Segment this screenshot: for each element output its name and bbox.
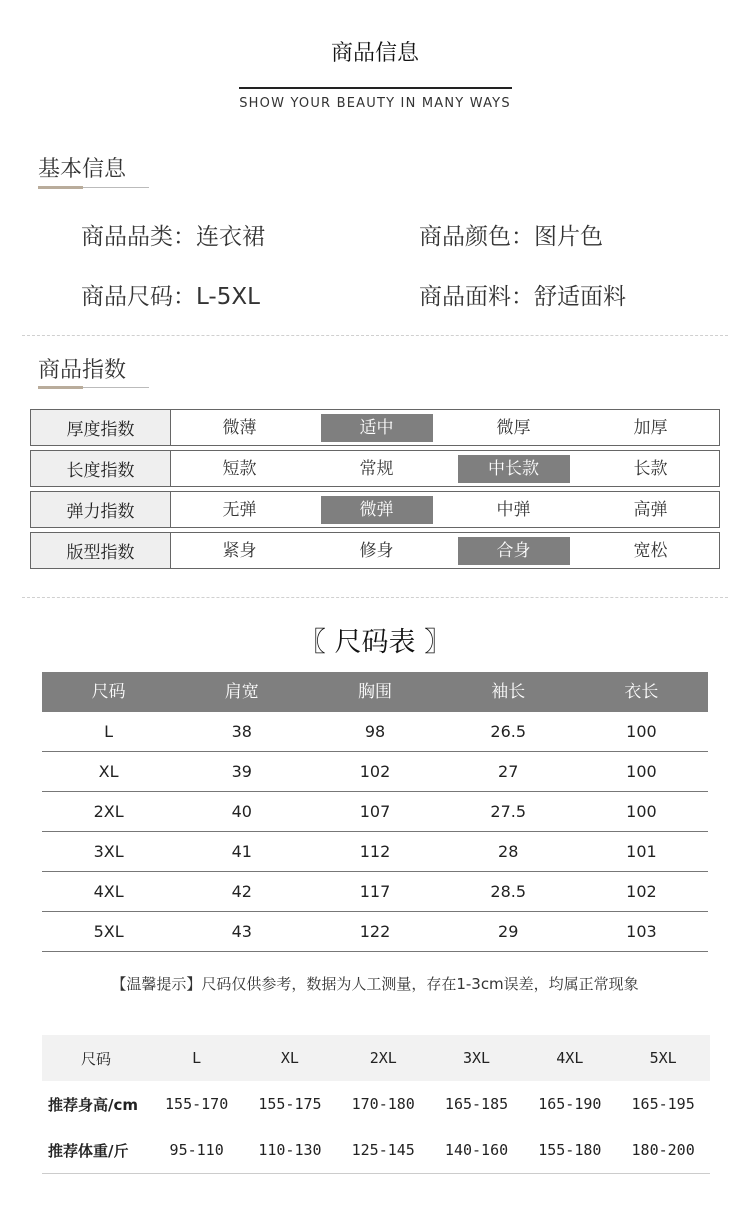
table-cell: 117 [359,882,391,901]
table-cell: 27 [498,762,519,781]
index-option: 微厚 [496,417,531,438]
recommend-cell: 140-160 [444,1141,509,1159]
section-underline-accent [38,186,83,189]
recommend-row-label: 推荐体重/斤 [48,1141,129,1160]
table-row [42,792,708,832]
table-cell: 41 [231,842,252,861]
recommend-cell: 165-190 [538,1095,602,1113]
info-size: 商品尺码：L-5XL [81,284,260,310]
recommend-cell: 180-200 [631,1141,695,1159]
index-option-selected: 微弹 [321,496,433,524]
recommend-row-label: 推荐身高/cm [48,1095,139,1114]
recommend-cell: 165-195 [631,1095,695,1113]
size-chart-header-cell: 袖长 [491,682,526,702]
table-cell: 4XL [93,882,124,901]
table-cell: 100 [626,802,657,821]
recommend-cell: 165-185 [444,1095,509,1113]
index-row [30,532,720,569]
recommend-row [42,1081,710,1127]
dashed-divider [22,335,728,336]
recommend-row [42,1127,710,1173]
table-cell: 29 [498,922,519,941]
index-title: 商品指数 [38,358,127,383]
size-chart-header-cell: 衣长 [624,682,659,702]
index-option: 宽松 [633,540,668,561]
index-label: 长度指数 [31,451,171,486]
recommend-cell: 95-110 [169,1141,224,1159]
table-cell: 27.5 [490,802,527,821]
basic-info-title: 基本信息 [38,157,127,182]
section-underline [83,387,149,388]
table-cell: 122 [359,922,391,941]
table-row [42,712,708,752]
table-cell: XL [98,762,119,781]
index-label: 版型指数 [31,533,171,568]
table-row [42,832,708,872]
info-color: 商品颜色：图片色 [419,224,603,250]
recommend-header-cell: 2XL [369,1049,397,1067]
index-option: 修身 [359,540,394,561]
table-cell: 102 [626,882,657,901]
index-option: 中弹 [496,499,531,520]
recommend-cell: 155-180 [538,1141,602,1159]
index-option-selected: 合身 [458,537,570,565]
section-underline [83,187,149,188]
size-chart-header [42,672,708,712]
section-underline-accent [38,386,83,389]
recommend-header-cell: 5XL [649,1049,677,1067]
table-cell: 112 [359,842,391,861]
recommend-cell: 110-130 [258,1141,322,1159]
index-option: 常规 [359,458,394,479]
table-cell: 102 [359,762,391,781]
index-row [30,491,720,528]
table-cell: 107 [359,802,391,821]
table-cell: 100 [626,722,657,741]
recommend-header-cell: 4XL [556,1049,584,1067]
title-divider [239,87,512,89]
recommend-header-cell: 3XL [462,1049,491,1067]
page-subtitle: SHOW YOUR BEAUTY IN MANY WAYS [239,96,511,111]
table-cell: 2XL [93,802,124,821]
dashed-divider [22,597,728,598]
size-chart-header-cell: 胸围 [358,682,392,702]
recommend-cell: 170-180 [351,1095,415,1113]
table-cell: 98 [364,722,386,741]
info-fabric: 商品面料：舒适面料 [419,284,626,310]
page-title: 商品信息 [330,41,419,66]
index-row [30,409,720,446]
index-option: 微薄 [222,417,257,438]
size-chart-header-cell: 尺码 [91,682,126,702]
size-chart-table [42,672,708,952]
size-chart-header-cell: 肩宽 [224,682,259,702]
table-cell: 38 [231,722,252,741]
index-option: 短款 [222,458,257,479]
recommend-cell: 125-145 [351,1141,415,1159]
table-cell: L [104,722,114,741]
index-option-selected: 中长款 [458,455,570,483]
table-cell: 26.5 [490,722,527,741]
measurement-tip: 【温馨提示】尺码仅供参考，数据为人工测量，存在1-3cm误差，均属正常现象 [111,975,639,993]
recommend-header-cell: XL [280,1049,299,1067]
index-option-selected: 适中 [321,414,433,442]
index-option: 长款 [633,458,668,479]
table-cell: 42 [231,882,252,901]
info-category: 商品品类：连衣裙 [81,224,265,250]
table-cell: 40 [231,802,252,821]
index-label: 弹力指数 [31,492,171,527]
index-option: 加厚 [633,417,668,438]
recommend-header-cell: 尺码 [80,1049,111,1068]
table-cell: 39 [231,762,252,781]
size-chart-title: 〖 尺码表 〗 [298,627,452,658]
table-cell: 5XL [93,922,124,941]
recommend-header-row [42,1035,710,1081]
recommend-cell: 155-170 [165,1095,229,1113]
table-cell: 101 [626,842,657,861]
index-label: 厚度指数 [31,410,171,445]
table-row [42,912,708,952]
table-cell: 28.5 [490,882,527,901]
table-cell: 28 [498,842,519,861]
index-row [30,450,720,487]
table-row [42,872,708,912]
table-cell: 43 [231,922,252,941]
recommend-header-cell: L [192,1049,202,1067]
index-option: 紧身 [222,540,257,561]
recommend-table [42,1035,710,1174]
recommend-cell: 155-175 [258,1095,322,1113]
table-cell: 100 [626,762,657,781]
index-option: 无弹 [222,499,257,520]
table-row [42,752,708,792]
table-cell: 3XL [93,842,124,861]
index-option: 高弹 [633,499,668,520]
table-cell: 103 [626,922,657,941]
